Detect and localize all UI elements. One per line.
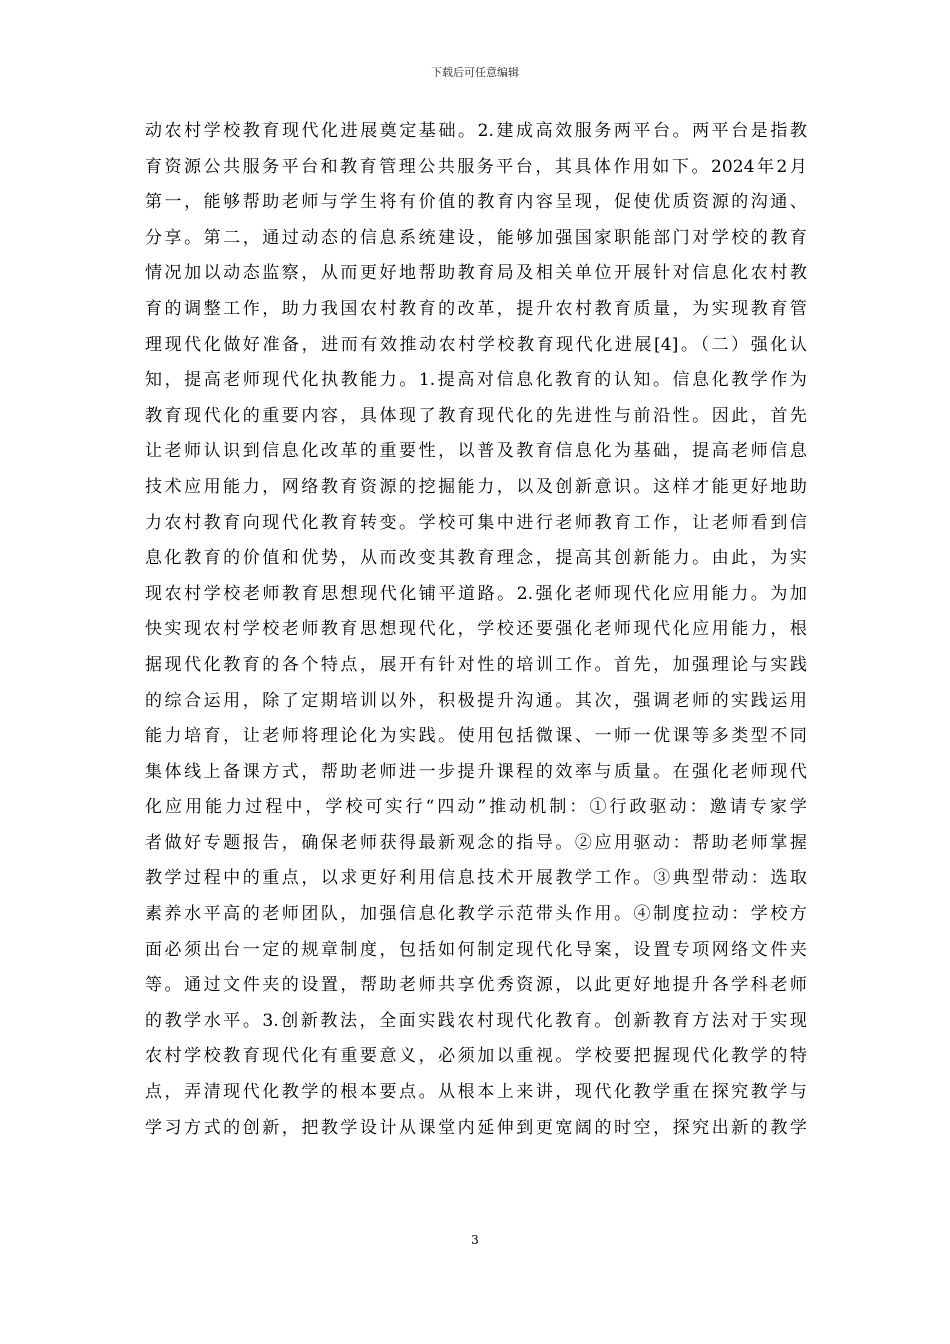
text-line: 力农村教育向现代化教育转变。学校可集中进行老师教育工作，让老师看到信 [145, 512, 807, 533]
body-text [145, 114, 807, 1146]
text-line: 分享。第二，通过动态的信息系统建设，能够加强国家职能部门对学校的教育 [145, 227, 807, 248]
text-line: 者做好专题报告，确保老师获得最新观念的指导。②应用驱动：帮助老师掌握 [145, 832, 807, 853]
text-line: 集体线上备课方式，帮助老师进一步提升课程的效率与质量。在强化老师现代 [145, 761, 807, 782]
text-line: 学习方式的创新，把教学设计从课堂内延伸到更宽阔的时空，探究出新的教学 [145, 1117, 807, 1138]
text-line: 快实现农村学校老师教育思想现代化，学校还要强化老师现代化应用能力，根 [145, 619, 807, 640]
text-line: 点，弄清现代化教学的根本要点。从根本上来讲，现代化教学重在探究教学与 [145, 1082, 807, 1103]
text-line: 能力培育，让老师将理论化为实践。使用包括微课、一师一优课等多类型不同 [145, 726, 807, 747]
text-line: 理现代化做好准备，进而有效推动农村学校教育现代化进展[4]。（二）强化认 [145, 334, 807, 355]
text-line: 技术应用能力，网络教育资源的挖掘能力，以及创新意识。这样才能更好地助 [145, 476, 807, 497]
text-line: 让老师认识到信息化改革的重要性，以普及教育信息化为基础，提高老师信息 [145, 441, 807, 462]
text-line: 素养水平高的老师团队，加强信息化教学示范带头作用。④制度拉动：学校方 [145, 904, 807, 925]
text-line: 第一，能够帮助老师与学生将有价值的教育内容呈现，促使优质资源的沟通、 [145, 192, 807, 213]
text-line: 息化教育的价值和优势，从而改变其教育理念，提高其创新能力。由此，为实 [145, 548, 807, 569]
text-line: 的综合运用，除了定期培训以外，积极提升沟通。其次，强调老师的实践运用 [145, 690, 807, 711]
text-line: 育资源公共服务平台和教育管理公共服务平台，其具体作用如下。2024年2月 [145, 156, 807, 177]
text-line: 化应用能力过程中，学校可实行“四动”推动机制：①行政驱动：邀请专家学 [145, 797, 807, 818]
text-line: 知，提高老师现代化执教能力。1.提高对信息化教育的认知。信息化教学作为 [145, 370, 807, 391]
text-line: 的教学水平。3.创新教法，全面实践农村现代化教育。创新教育方法对于实现 [145, 1010, 807, 1031]
text-line: 动农村学校教育现代化进展奠定基础。2.建成高效服务两平台。两平台是指教 [145, 121, 807, 141]
text-line: 育的调整工作，助力我国农村教育的改革，提升农村教育质量，为实现教育管 [145, 298, 807, 319]
text-line: 据现代化教育的各个特点，展开有针对性的培训工作。首先，加强理论与实践 [145, 654, 807, 675]
text-line: 农村学校教育现代化有重要意义，必须加以重视。学校要把握现代化教学的特 [145, 1046, 807, 1067]
page-header: 下载后可任意编辑 [431, 66, 519, 79]
text-line: 情况加以动态监察，从而更好地帮助教育局及相关单位开展针对信息化农村教 [145, 263, 807, 284]
text-line: 教学过程中的重点，以求更好利用信息技术开展教学工作。③典型带动：选取 [145, 868, 807, 889]
text-line: 面必须出台一定的规章制度，包括如何制定现代化导案，设置专项网络文件夹 [145, 939, 807, 960]
text-line: 等。通过文件夹的设置，帮助老师共享优秀资源，以此更好地提升各学科老师 [145, 975, 807, 996]
page-number: 3 [471, 1233, 479, 1247]
text-line: 教育现代化的重要内容，具体现了教育现代化的先进性与前沿性。因此，首先 [145, 405, 807, 426]
text-line: 现农村学校老师教育思想现代化铺平道路。2.强化老师现代化应用能力。为加 [145, 583, 807, 604]
